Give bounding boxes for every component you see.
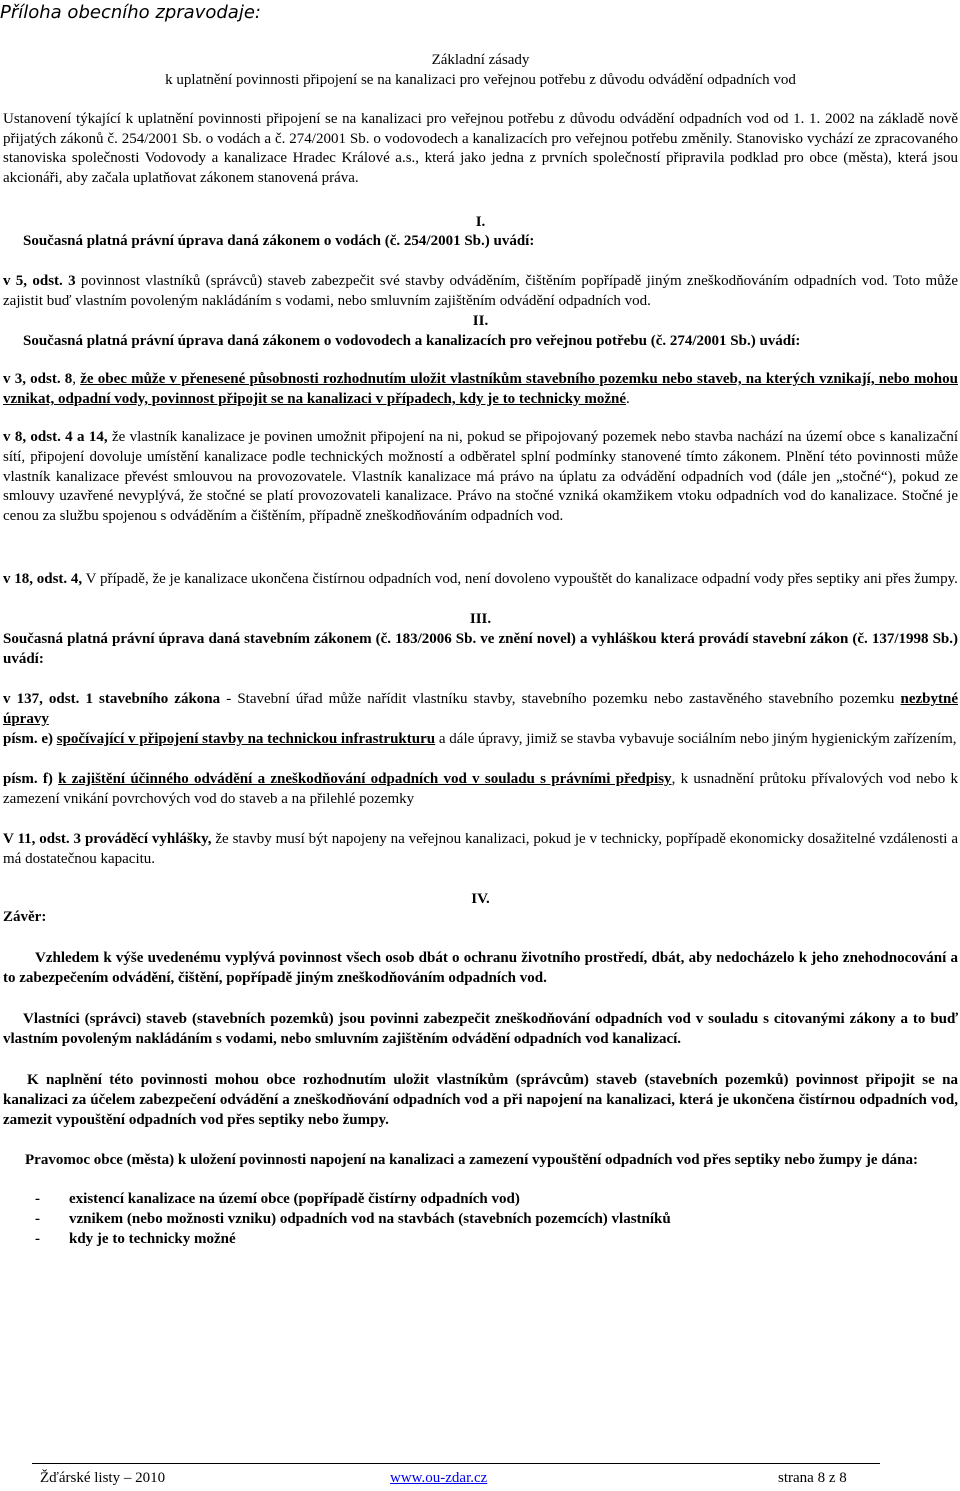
section-2-title: Současná platná právní úprava daná zákonem o vodovodech a kanalizacích pro veřejnou potřebu (č. 274/2001 Sb.) uvádí: [23, 333, 801, 349]
list-dash: - [35, 1211, 40, 1227]
conclusion-paragraph-4: Pravomoc obce (města) k uložení povinnosti napojení na kanalizaci a zamezení vypouštění odpadních vod přes septiky nebo žumpy je dána: [25, 1152, 918, 1168]
law-reference: v 8, odst. 4 a 14, [3, 429, 108, 445]
paragraph-text: že stavby musí být napojeny na veřejnou kanalizaci, pokud je v technicky, popřípadě ekonomicky dosažitelné vzdálenosti a má dostatečnou kapacitu. [3, 831, 958, 867]
paragraph-text: a dále úpravy, jimiž se stavba vybavuje sociálním nebo jiným hygienickým zařízením, [435, 731, 957, 747]
list-item [3, 1209, 958, 1229]
section-2-paragraph-2 [3, 428, 958, 527]
paragraph-text: , k usnadnění průtoku přívalových vod nebo k zamezení vnikání povrchových vod do staveb a na přilehlé pozemky [3, 771, 958, 807]
section-2-paragraph-1 [3, 369, 958, 409]
paragraph-text: že vlastník kanalizace je povinen umožnit připojení na ni, pokud se připojovaný pozemek nebo stavba nachází na území obce s kanalizační sítí, připojení dovoluje umístění kanalizace podle technických možností a odběratel splní podmínky stanovené tímto zákonem. Plnění této povinnosti může vlastník kanalizace převést smlouvou na provozovatele. Vlastník kanalizace má právo na úplatu za odvádění odpadních vod (dále jen „stočné“), pokud ze smlouvy uzavřené nevyplývá, že stočné se platí provozovateli kanalizace. Právo na stočné vzniká okamžikem vtoku odpadních vod do kanalizace. Stočné je cenou za službu spojenou s odváděním a čištěním, případně zneškodňováním odpadních vod. [3, 429, 958, 525]
section-3-item-e [3, 729, 958, 749]
law-reference: V 11, odst. 3 prováděcí vyhlášky, [3, 831, 212, 847]
list-item-text: vznikem (nebo možnosti vzniku) odpadních vod na stavbách (stavebních pozemcích) vlastníků [69, 1211, 671, 1227]
law-reference: v 18, odst. 4, [3, 571, 83, 587]
paragraph-text: - Stavební úřad může nařídit vlastníku stavby, stavebního pozemku nebo zastavěného stavebního pozemku [220, 691, 901, 707]
item-reference: písm. f) [3, 771, 53, 787]
underlined-clause: spočívající v připojení stavby na technickou infrastrukturu [56, 731, 436, 747]
conclusion-label: Závěr: [3, 909, 47, 925]
section-1-paragraph-1 [3, 271, 958, 311]
period: . [626, 391, 630, 407]
section-3-number: III. [469, 611, 492, 627]
separator: , [72, 371, 81, 387]
paragraph-text: V případě, že je kanalizace ukončena čistírnou odpadních vod, není dovoleno vypouštět do kanalizace odpadní vody přes septiky ani přes žumpy. [82, 571, 958, 587]
attachment-title: Příloha obecního zpravodaje: [0, 2, 261, 23]
intro-paragraph: Ustanovení týkající k uplatnění povinnosti připojení se na kanalizaci pro veřejnou potřebu z důvodu odvádění odpadních vod od 1. 1. 2002 na základě nově přijatých zákonů č. 254/2001 Sb. o vodách a č. 274/2001 Sb. o vodovodech a kanalizacích pro veřejnou potřebu změnily. Stanovisko vychází ze zpracovaného stanoviska společnosti Vodovody a kanalizace Hradec Králové a.s., která jako jedna z prvních společností připravila podklad pro obce (města), která jsou akcionáři, aby začala uplatňovat zákonem stanovená práva. [3, 111, 958, 186]
law-reference: v 137, odst. 1 stavebního zákona [3, 691, 221, 707]
obligation-list [3, 1189, 958, 1249]
document-heading-line1: Základní zásady [431, 52, 530, 68]
underlined-clause: nezbytné úpravy [3, 691, 959, 727]
law-reference: v 5, odst. 3 [3, 273, 76, 289]
list-item-text: kdy je to technicky možné [69, 1231, 236, 1247]
law-reference: v 3, odst. 8 [3, 371, 73, 387]
footer-page-number: strana 8 z 8 [778, 1470, 847, 1486]
section-4-number: IV. [471, 891, 490, 907]
section-3-item-f [3, 769, 958, 809]
list-item [3, 1229, 958, 1249]
document-heading-line2: k uplatnění povinnosti připojení se na kanalizaci pro veřejnou potřebu z důvodu odvádění odpadních vod [165, 72, 796, 88]
section-1-title: Současná platná právní úprava daná zákonem o vodách (č. 254/2001 Sb.) uvádí: [23, 233, 535, 249]
section-1-number: I. [475, 214, 486, 230]
conclusion-paragraph-3: K naplnění této povinnosti mohou obce rozhodnutím uložit vlastníkům (správcům) staveb (stavebních pozemků) povinnost připojit se na kanalizaci za účelem zabezpečení odvádění a zneškodňování odpadních vod a při napojení na kanalizaci, která je ukončena čistírnou odpadních vod, zamezit vypouštění odpadních vod přes septiky nebo žumpy. [3, 1072, 958, 1128]
footer-publication: Žďárské listy – 2010 [40, 1470, 166, 1486]
section-2-paragraph-3 [3, 569, 958, 589]
underlined-clause: k zajištění účinného odvádění a zneškodňování odpadních vod v souladu s právními předpisy [58, 771, 672, 787]
underlined-clause: že obec může v přenesené působnosti rozhodnutím uložit vlastníkům stavebního pozemku nebo staveb, na kterých vznikají, nebo mohou vznikat, odpadní vody, povinnost připojit se na kanalizaci v případech, kdy je to technicky možné [3, 371, 958, 407]
footer-website-link[interactable]: www.ou-zdar.cz [390, 1470, 488, 1486]
list-dash: - [35, 1231, 40, 1247]
section-3-title: Současná platná právní úprava daná stavebním zákonem (č. 183/2006 Sb. ve znění novel) a vyhláškou která provádí stavební zákon (č. 137/1998 Sb.) uvádí: [3, 631, 958, 667]
conclusion-paragraph-1: Vzhledem k výše uvedenému vyplývá povinnost všech osob dbát o ochranu životního prostředí, dbát, aby nedocházelo k jeho znehodnocování a to zabezpečením odvádění, čištění, popřípadě jiným zneškodňováním odpadních vod. [3, 950, 958, 986]
section-3-paragraph-2 [3, 829, 958, 869]
footer-rule [32, 1463, 880, 1464]
paragraph-text: povinnost vlastníků (správců) staveb zabezpečit své stavby odváděním, čištěním popřípadě jiným zneškodňováním odpadních vod. Toto může zajistit buď vlastním povoleným nakládáním s vodami, nebo smluvním zajištěním odvádění odpadních vod. [3, 273, 958, 309]
list-dash: - [35, 1191, 40, 1207]
section-3-paragraph-1 [3, 689, 958, 729]
conclusion-paragraph-2: Vlastníci (správci) staveb (stavebních pozemků) jsou povinni zabezpečit zneškodňování odpadních vod v souladu s citovanými zákony a to buď vlastním povoleným nakládáním s vodami, nebo smluvním zajištěním odvádění odpadních vod kanalizací. [3, 1011, 958, 1047]
item-reference: písm. e) [3, 731, 53, 747]
list-item [3, 1189, 958, 1209]
section-2-number: II. [472, 313, 489, 329]
list-item-text: existencí kanalizace na území obce (popřípadě čistírny odpadních vod) [69, 1191, 520, 1207]
